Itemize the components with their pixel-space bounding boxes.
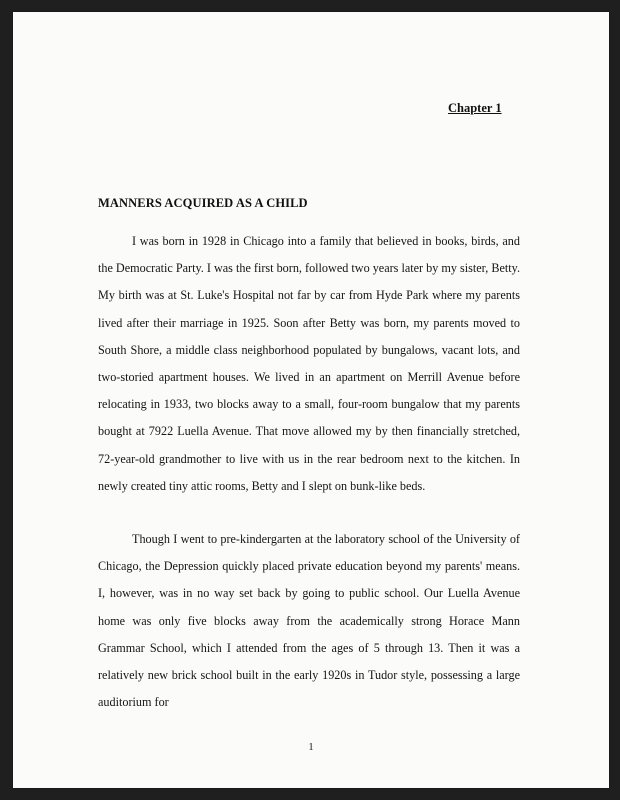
- chapter-label: Chapter 1: [448, 101, 502, 115]
- page-number: 1: [308, 741, 314, 753]
- section-heading: MANNERS ACQUIRED AS A CHILD: [98, 196, 308, 210]
- document-page: [13, 12, 609, 788]
- body-paragraph: I was born in 1928 in Chicago into a family that believed in books, birds, and the Democratic Party. I was the first born, followed two years later by my sister, Betty. My birth was at St. Luke's Hospital not far by car from Hyde Park where my parents lived after their marriage in 1925. Soon after Betty was born, my parents moved to South Shore, a middle class neighborhood populated by bungalows, vacant lots, and two-storied apartment houses. We lived in an apartment on Merrill Avenue before relocating in 1933, two blocks away to a small, four-room bungalow that my parents bought at 7922 Luella Avenue. That move allowed my by then financially stretched, 72-year-old grandmother to live with us in the rear bedroom next to the kitchen. In newly created tiny attic rooms, Betty and I slept on bunk-like beds.: [98, 234, 521, 493]
- body-paragraph: Though I went to pre-kindergarten at the laboratory school of the University of Chicago, the Depression quickly placed private education beyond my parents' means. I, however, was in no way set back by going to public school. Our Luella Avenue home was only five blocks away from the academically strong Horace Mann Grammar School, which I attended from the ages of 5 through 13. Then it was a relatively new brick school built in the early 1920s in Tudor style, possessing a large auditorium for: [98, 532, 520, 710]
